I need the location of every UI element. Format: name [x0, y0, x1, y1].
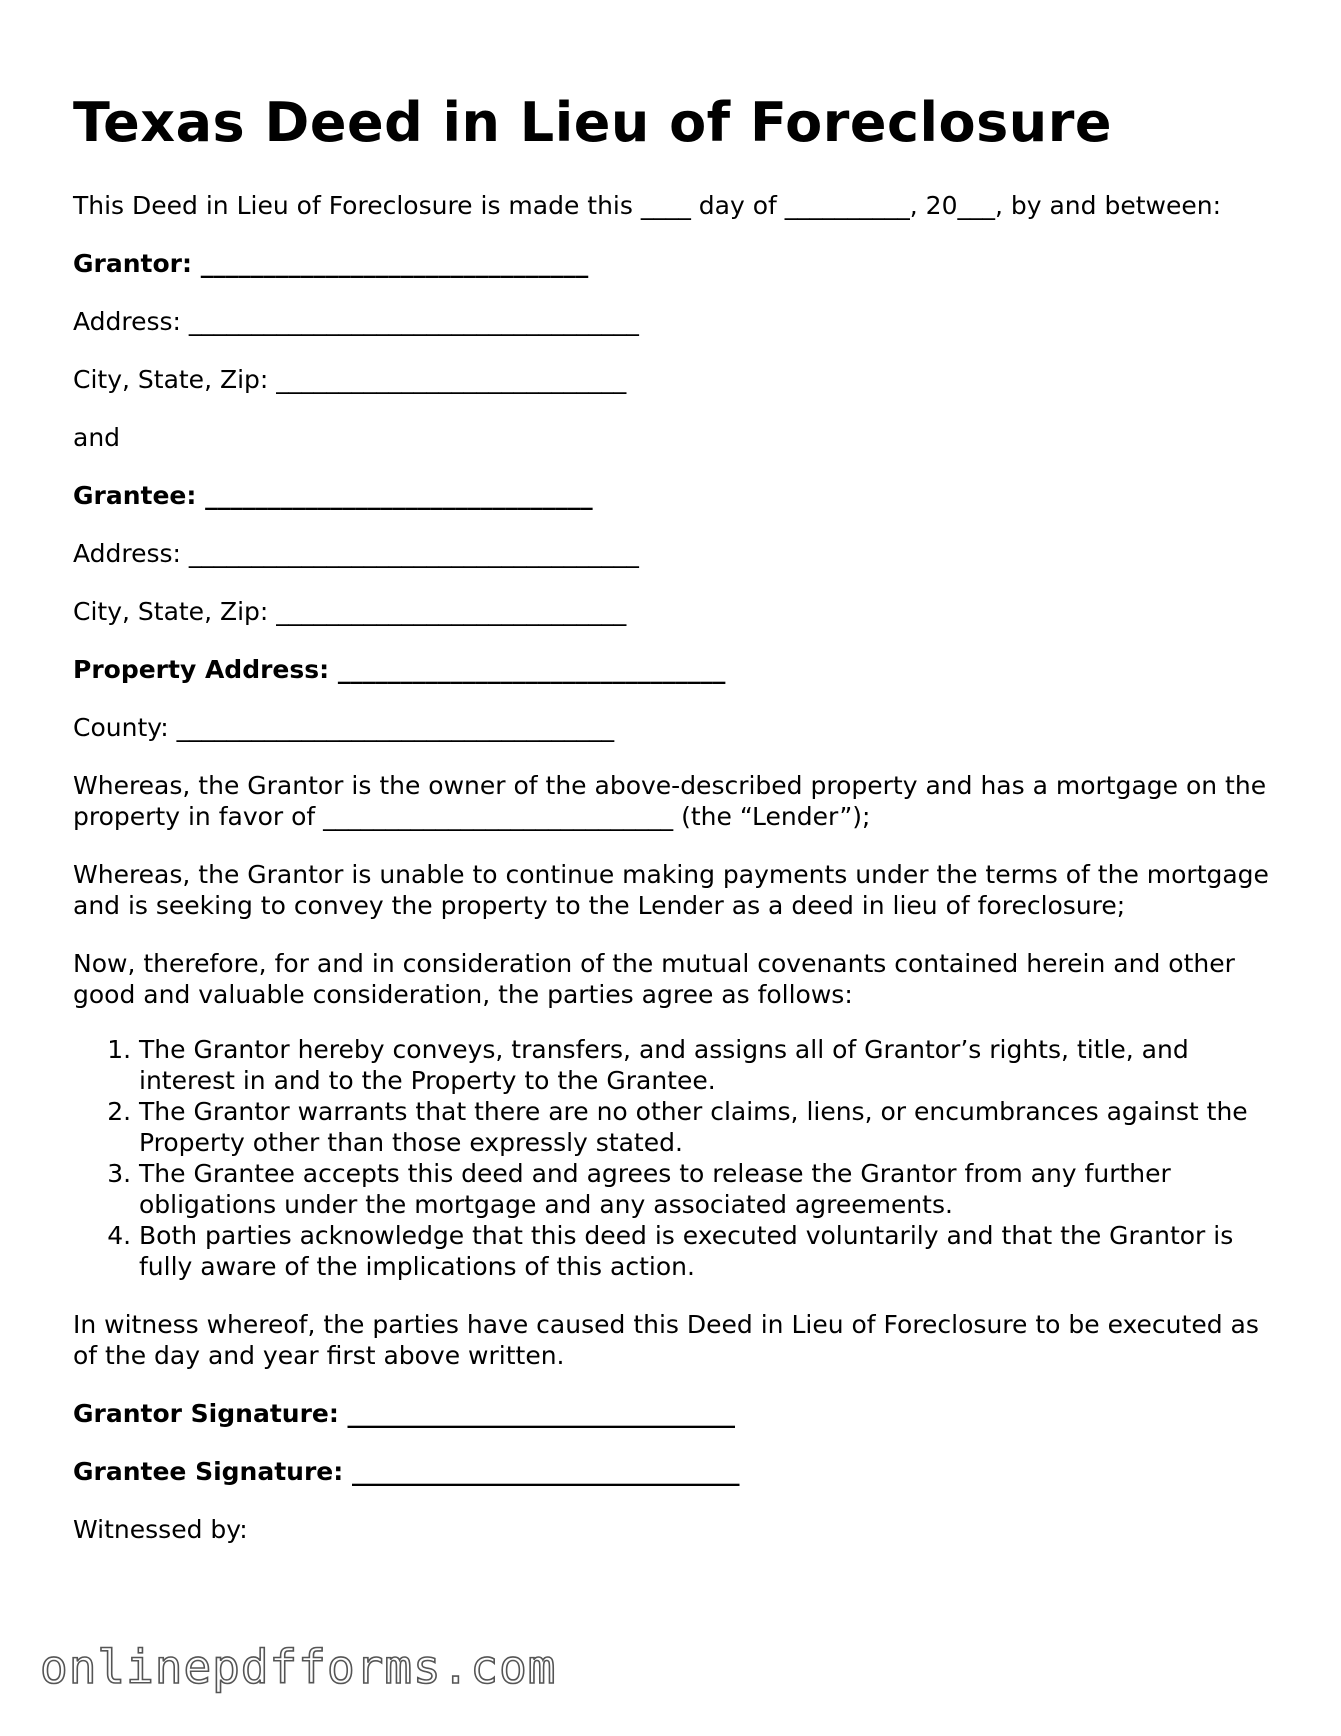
grantee-signature-line[interactable]: Grantee Signature: _______________________________ [73, 1457, 740, 1486]
whereas-paragraph-1: Whereas, the Grantor is the owner of the above-described property and has a mortgage on the property in favor of ____________________________ (the “Lender”); [73, 771, 1267, 831]
grantee-city-line[interactable]: City, State, Zip: ____________________________ [73, 597, 627, 626]
grantee-blank[interactable]: _______________________________ [196, 481, 593, 510]
property-address-blank[interactable]: _______________________________ [329, 655, 726, 684]
grantor-city-line[interactable]: City, State, Zip: ____________________________ [73, 365, 627, 394]
clause-item: 3. The Grantee accepts this deed and agrees to release the Grantor from any further obligations under the mortgage and any associated agreements. [139, 1158, 1273, 1220]
now-therefore-paragraph: Now, therefore, for and in consideration of the mutual covenants contained herein and other good and valuable consideration, the parties agree as follows: [73, 949, 1235, 1009]
county-line[interactable]: County: ___________________________________ [73, 713, 615, 742]
grantee-address-line[interactable]: Address: ____________________________________ [73, 539, 639, 568]
grantor-signature-line[interactable]: Grantor Signature: _______________________________ [73, 1399, 736, 1428]
clause-item: 2. The Grantor warrants that there are no other claims, liens, or encumbrances against the Property other than those expressly stated. [139, 1096, 1273, 1158]
witnessed-by-label: Witnessed by: [73, 1515, 248, 1544]
clause-list [73, 1034, 1273, 1282]
grantor-address-line[interactable]: Address: ____________________________________ [73, 307, 639, 336]
grantee-line [73, 480, 1273, 511]
document-title: Texas Deed in Lieu of Foreclosure [73, 91, 1112, 154]
grantor-line [73, 248, 1273, 279]
property-address-line [73, 654, 1273, 685]
intro-paragraph: This Deed in Lieu of Foreclosure is made this ____ day of __________, 20___, by and between: [73, 191, 1221, 220]
witness-clause: In witness whereof, the parties have caused this Deed in Lieu of Foreclosure to be executed as of the day and year first above written. [73, 1310, 1259, 1370]
grantor-label: Grantor: [73, 249, 192, 278]
watermark-logo: onlinepdfforms.com [40, 1640, 557, 1694]
and-text: and [73, 423, 121, 452]
document-page [73, 88, 1273, 1545]
grantor-blank[interactable]: _______________________________ [191, 249, 589, 278]
clause-item: 4. Both parties acknowledge that this deed is executed voluntarily and that the Grantor is fully aware of the implications of this action. [139, 1220, 1273, 1282]
clause-item: 1. The Grantor hereby conveys, transfers, and assigns all of Grantor’s rights, title, and interest in and to the Property to the Grantee. [139, 1034, 1273, 1096]
whereas-paragraph-2: Whereas, the Grantor is unable to continue making payments under the terms of the mortgage and is seeking to convey the property to the Lender as a deed in lieu of foreclosure; [73, 860, 1269, 920]
grantee-label: Grantee: [73, 481, 197, 510]
property-address-label: Property Address: [73, 655, 330, 684]
